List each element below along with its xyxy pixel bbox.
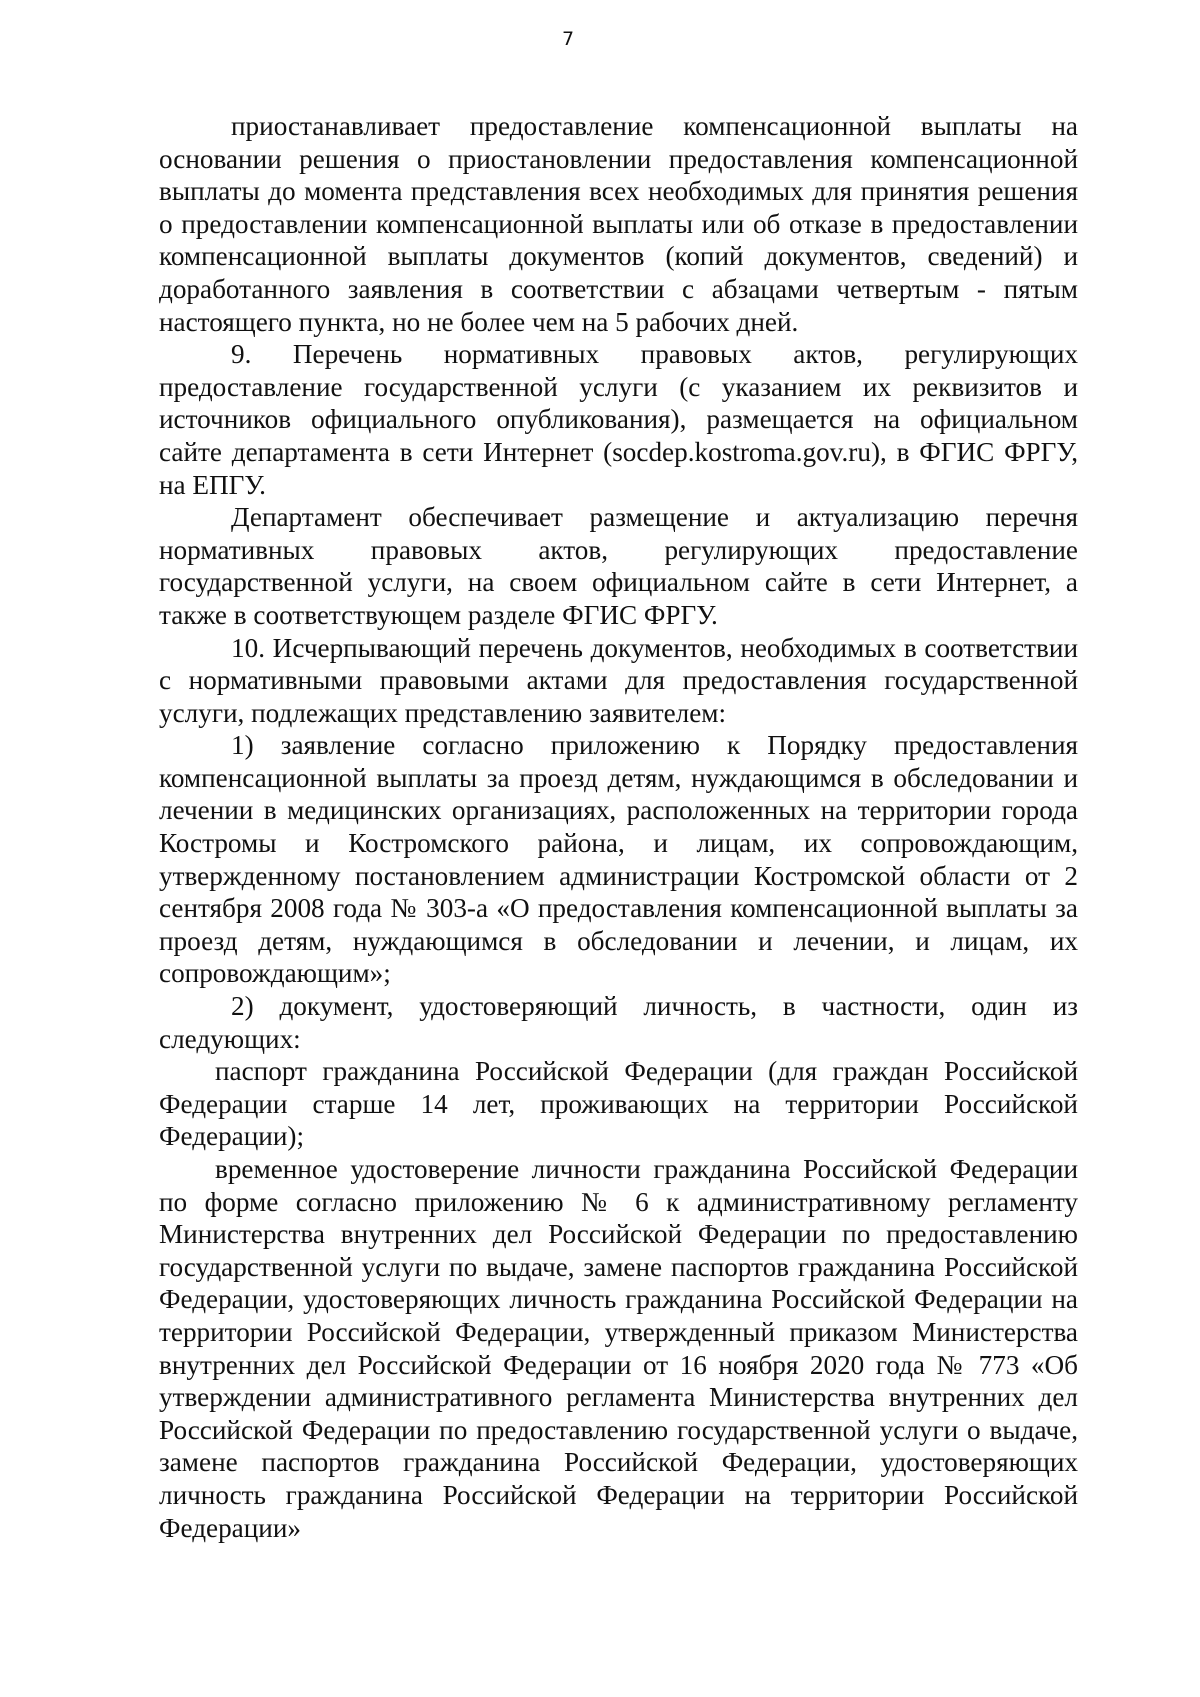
page-number: 7 (561, 28, 575, 50)
paragraph-item-9: 9. Перечень нормативных правовых актов, регулирующих предоставление государственной услуги (с указанием их реквизитов и источников официального опубликования), размещается на официальном сайте департамента в сети Интернет (socdep.kostroma.gov.ru), в ФГИС ФРГУ, на ЕПГУ. (159, 339, 1078, 500)
paragraph-suspension: приостанавливает предоставление компенсационной выплаты на основании решения о приостановлении предоставления компенсационной выплаты до момента представления всех необходимых для принятия решения о предоставлении компенсационной выплаты или об отказе в предоставлении компенсационной выплаты документов (копий документов, сведений) и доработанного заявления в соответствии с абзацами четвертым - пятым настоящего пункта, но не более чем на 5 рабочих дней. (159, 111, 1078, 337)
paragraph-subitem-2: 2) документ, удостоверяющий личность, в частности, один из следующих: (159, 991, 1078, 1054)
paragraph-passport: паспорт гражданина Российской Федерации (для граждан Российской Федерации старше 14 лет, проживающих на территории Российской Федерации); (159, 1056, 1078, 1152)
document-body (159, 110, 1078, 1544)
paragraph-temporary-id: временное удостоверение личности гражданина Российской Федерации по форме согласно приложению № 6 к административному регламенту Министерства внутренних дел Российской Федерации по предоставлению государственной услуги по выдаче, замене паспортов гражданина Российской Федерации, удостоверяющих личность гражданина Российской Федерации на территории Российской Федерации, утвержденный приказом Министерства внутренних дел Российской Федерации от 16 ноября 2020 года № 773 «Об утверждении административного регламента Министерства внутренних дел Российской Федерации по предоставлению государственной услуги о выдаче, замене паспортов гражданина Российской Федерации, удостоверяющих личность гражданина Российской Федерации на территории Российской Федерации» (159, 1154, 1078, 1543)
paragraph-subitem-1: 1) заявление согласно приложению к Порядку предоставления компенсационной выплаты за проезд детям, нуждающимся в обследовании и лечении в медицинских организациях, расположенных на территории города Костромы и Костромского района, и лицам, их сопровождающим, утвержденному постановлением администрации Костромской области от 2 сентября 2008 года № 303-а «О предоставления компенсационной выплаты за проезд детям, нуждающимся в обследовании и лечении, и лицам, их сопровождающим»; (159, 730, 1078, 989)
paragraph-item-10: 10. Исчерпывающий перечень документов, необходимых в соответствии с нормативными правовыми актами для предоставления государственной услуги, подлежащих представлению заявителем: (159, 632, 1078, 728)
paragraph-department: Департамент обеспечивает размещение и актуализацию перечня нормативных правовых актов, регулирующих предоставление государственной услуги, на своем официальном сайте в сети Интернет, а также в соответствующем разделе ФГИС ФРГУ. (159, 502, 1078, 630)
